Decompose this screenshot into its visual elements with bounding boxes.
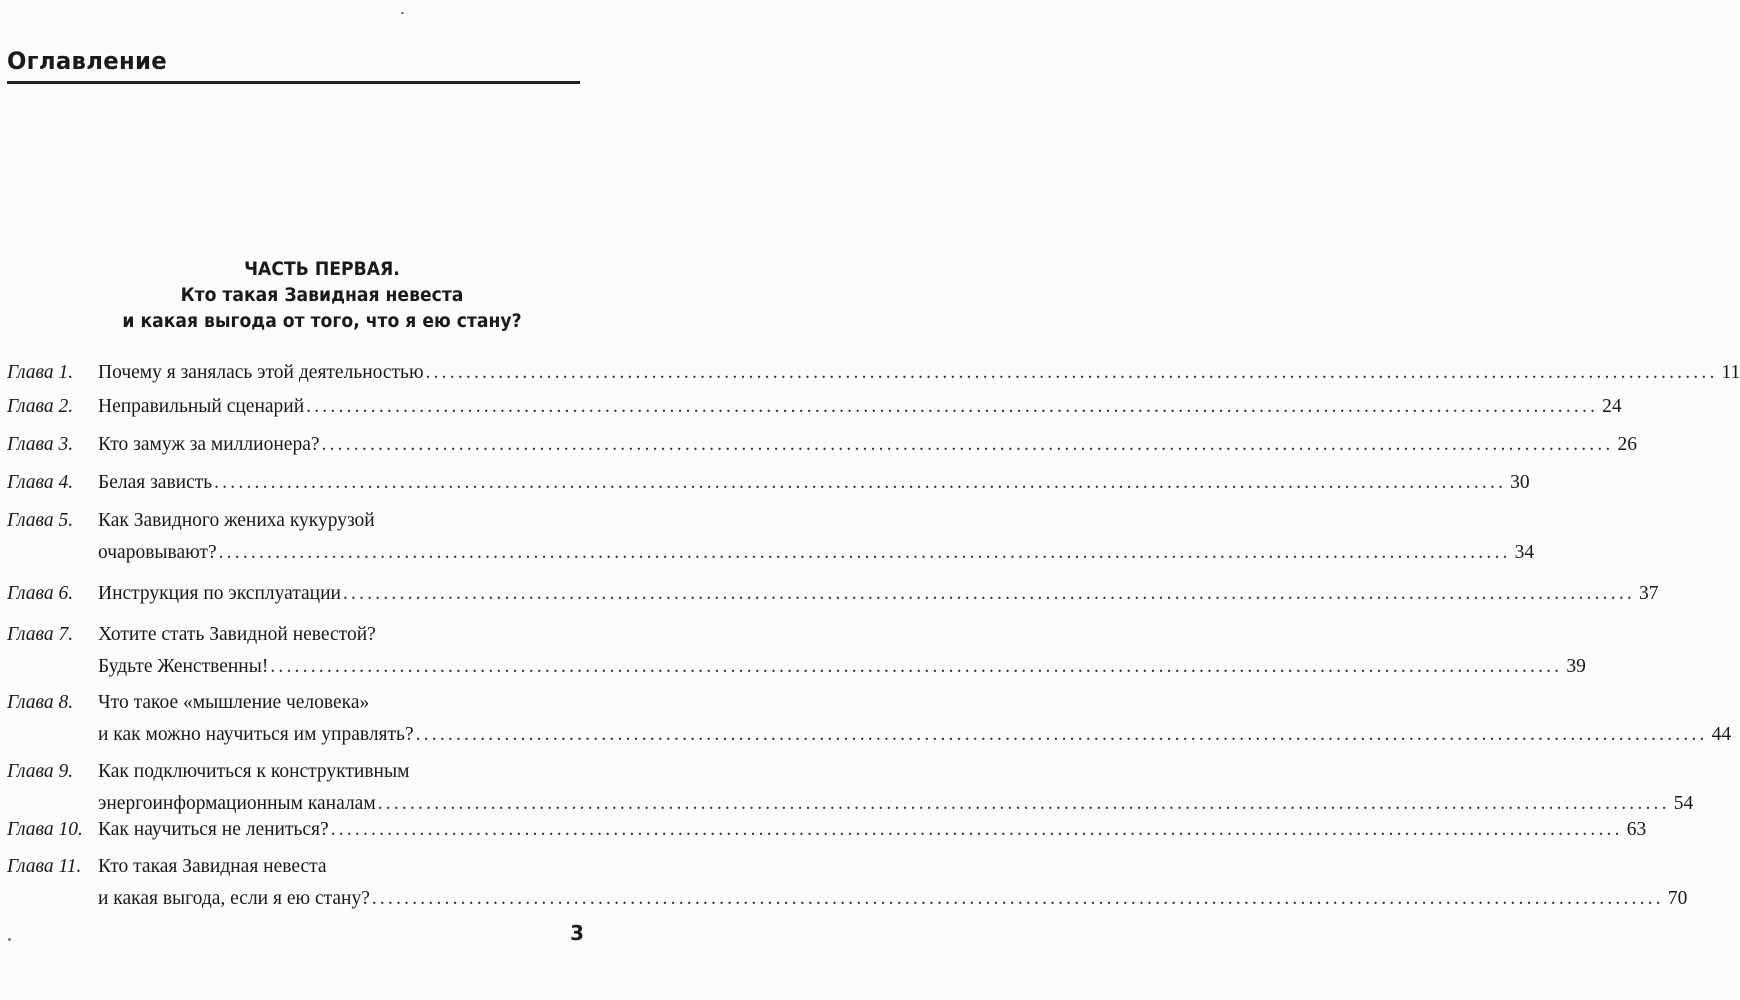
chapter-title-line xyxy=(98,719,1732,751)
chapter-title-text: Кто замуж за миллионера? xyxy=(98,434,320,455)
toc-entry[interactable] xyxy=(7,756,1694,820)
dot-leader: ................................................................................................................................................................ xyxy=(321,434,1614,455)
chapter-title-text: Почему я занялась этой деятельностью xyxy=(98,362,424,383)
chapter-title xyxy=(98,391,1622,423)
toc-entry[interactable] xyxy=(7,391,1622,423)
chapter-title-line xyxy=(98,391,1622,423)
page-title: Оглавление xyxy=(7,47,168,75)
toc-entry[interactable] xyxy=(7,429,1637,461)
chapter-title-line xyxy=(98,883,1688,915)
dot-leader: ................................................................................................................................................................ xyxy=(270,656,1563,677)
chapter-title-line xyxy=(98,619,585,651)
chapter-title-text: Инструкция по эксплуатации xyxy=(98,583,341,604)
chapter-title xyxy=(98,851,1688,915)
chapter-title xyxy=(98,814,1647,846)
chapter-title-line xyxy=(98,429,1637,461)
dot-leader: ................................................................................................................................................................ xyxy=(425,362,1718,383)
toc-entry[interactable] xyxy=(7,357,1740,389)
chapter-title-line xyxy=(98,851,585,883)
dot-leader: ................................................................................................................................................................ xyxy=(371,888,1664,909)
chapter-title-text: и как можно научиться им управлять? xyxy=(98,724,414,745)
chapter-label: Глава 3. xyxy=(7,434,74,455)
toc-entry[interactable] xyxy=(7,505,1535,569)
chapter-title xyxy=(98,687,1732,751)
part-title-line-1: Кто такая Завидная невеста xyxy=(180,285,464,306)
chapter-title-text: Как подключиться к конструктивным xyxy=(98,761,410,782)
toc-entry[interactable] xyxy=(7,619,1586,683)
chapter-title-line xyxy=(98,578,1659,610)
dot-leader: ................................................................................................................................................................ xyxy=(377,793,1670,814)
toc-entry[interactable] xyxy=(7,814,1647,846)
toc-entry[interactable] xyxy=(7,687,1732,751)
chapter-title-line xyxy=(98,357,1740,389)
chapter-title-text: Неправильный сценарий xyxy=(98,396,305,417)
chapter-title-text: очаровывают? xyxy=(98,542,217,563)
chapter-title-line xyxy=(98,756,585,788)
chapter-page-number: 54 xyxy=(1673,793,1694,814)
chapter-label: Глава 5. xyxy=(7,510,74,531)
chapter-title xyxy=(98,467,1530,499)
print-speck xyxy=(401,12,404,14)
chapter-page-number: 24 xyxy=(1602,396,1622,417)
dot-leader: ................................................................................................................................................................ xyxy=(415,724,1708,745)
chapter-title-line xyxy=(98,537,1535,569)
dot-leader: ................................................................................................................................................................ xyxy=(342,583,1635,604)
chapter-title xyxy=(98,619,1586,683)
chapter-page-number: 26 xyxy=(1617,434,1637,455)
chapter-title xyxy=(98,429,1637,461)
chapter-title-line xyxy=(98,814,1647,846)
toc-entry[interactable] xyxy=(7,851,1688,915)
part-label: ЧАСТЬ ПЕРВАЯ. xyxy=(244,259,400,280)
chapter-title xyxy=(98,578,1659,610)
dot-leader: ................................................................................................................................................................ xyxy=(214,472,1507,493)
chapter-title-text: Как научиться не лениться? xyxy=(98,819,329,840)
dot-leader: ................................................................................................................................................................ xyxy=(330,819,1623,840)
chapter-title-text: Как Завидного жениха кукурузой xyxy=(98,510,375,531)
chapter-title-text: Будьте Женственны! xyxy=(98,656,269,677)
chapter-page-number: 30 xyxy=(1510,472,1530,493)
part-title-line-2: и какая выгода от того, что я ею стану? xyxy=(122,311,522,332)
chapter-label: Глава 9. xyxy=(7,761,74,782)
page-number: 3 xyxy=(570,921,584,945)
chapter-label: Глава 6. xyxy=(7,583,74,604)
chapter-label: Глава 4. xyxy=(7,472,74,493)
chapter-title-text: Хотите стать Завидной невестой? xyxy=(98,624,376,645)
chapter-title xyxy=(98,756,1694,820)
chapter-label: Глава 2. xyxy=(7,396,74,417)
chapter-title-text: Что такое «мышление человека» xyxy=(98,692,370,713)
chapter-page-number: 34 xyxy=(1514,542,1535,563)
chapter-page-number: 11 xyxy=(1721,362,1740,383)
chapter-title-text: и какая выгода, если я ею стану? xyxy=(98,888,370,909)
dot-leader: ................................................................................................................................................................ xyxy=(306,396,1599,417)
chapter-title-line xyxy=(98,651,1586,683)
chapter-page-number: 37 xyxy=(1638,583,1659,604)
chapter-page-number: 70 xyxy=(1667,888,1688,909)
chapter-title-line xyxy=(98,687,585,719)
chapter-title-line xyxy=(98,505,585,537)
chapter-label: Глава 10. xyxy=(7,819,83,840)
chapter-page-number: 39 xyxy=(1566,656,1586,677)
chapter-page-number: 44 xyxy=(1711,724,1732,745)
part-heading xyxy=(0,257,644,335)
chapter-title xyxy=(98,505,1535,569)
page-header xyxy=(7,47,580,84)
chapter-title xyxy=(98,357,1740,389)
chapter-label: Глава 11. xyxy=(7,856,82,877)
chapter-title-text: энергоинформационным каналам xyxy=(98,793,376,814)
dot-leader: ................................................................................................................................................................ xyxy=(218,542,1511,563)
chapter-title-text: Кто такая Завидная невеста xyxy=(98,856,327,877)
chapter-title-line xyxy=(98,467,1530,499)
chapter-title-text: Белая зависть xyxy=(98,472,213,493)
print-speck xyxy=(8,938,11,941)
chapter-label: Глава 7. xyxy=(7,624,74,645)
toc-entry[interactable] xyxy=(7,578,1659,610)
chapter-label: Глава 1. xyxy=(7,362,74,383)
chapter-label: Глава 8. xyxy=(7,692,74,713)
toc-entry[interactable] xyxy=(7,467,1530,499)
chapter-page-number: 63 xyxy=(1626,819,1647,840)
